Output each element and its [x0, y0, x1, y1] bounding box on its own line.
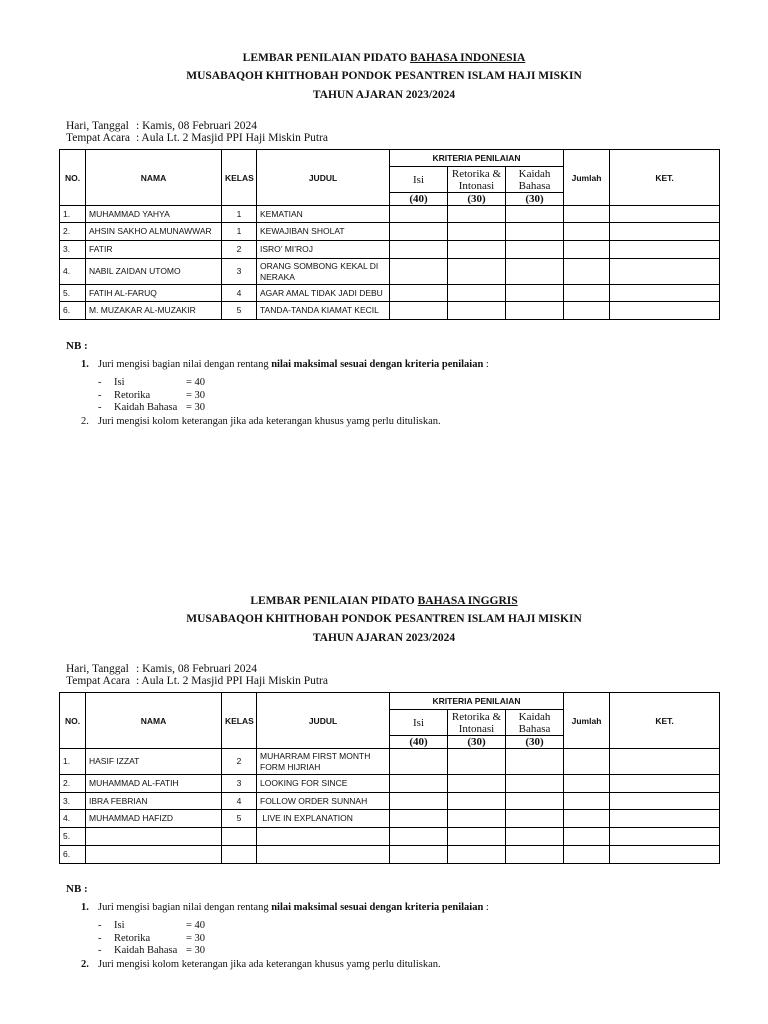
- row-nama: FATIH AL-FARUQ: [86, 285, 222, 302]
- score-retorika-cell[interactable]: [448, 775, 506, 793]
- jumlah-cell[interactable]: [564, 223, 610, 241]
- score-kaidah-cell[interactable]: [506, 241, 564, 259]
- criteria-item: [98, 390, 205, 403]
- row-nama: M. MUZAKAR AL-MUZAKIR: [86, 302, 222, 320]
- row-judul: LIVE IN EXPLANATION: [257, 810, 390, 828]
- criteria-item: [98, 933, 205, 946]
- score-isi-cell[interactable]: [390, 810, 448, 828]
- date-label: Hari, Tanggal: [66, 663, 129, 675]
- score-retorika-cell[interactable]: [448, 749, 506, 775]
- date-label: Hari, Tanggal: [66, 120, 129, 132]
- score-kaidah-cell[interactable]: [506, 285, 564, 302]
- jumlah-cell[interactable]: [564, 241, 610, 259]
- row-kelas: 2: [222, 749, 257, 775]
- title-prefix: LEMBAR PENILAIAN PIDATO: [242, 52, 410, 64]
- sheet-year: TAHUN AJARAN 2023/2024: [312, 632, 456, 644]
- row-nama: MUHAMMAD YAHYA: [86, 206, 222, 223]
- header-kelas: KELAS: [222, 150, 257, 206]
- criteria-value: = 30: [186, 932, 206, 944]
- row-nama: MUHAMMAD HAFIZD: [86, 810, 222, 828]
- sheet-subtitle: MUSABAQOH KHITHOBAH PONDOK PESANTREN ISLAM HAJI MISKIN: [186, 613, 582, 625]
- row-nama: MUHAMMAD AL-FATIH: [86, 775, 222, 793]
- nb-label: NB :: [66, 340, 88, 352]
- criteria-name: Isi: [114, 377, 125, 388]
- row-judul: AGAR AMAL TIDAK JADI DEBU: [257, 285, 390, 302]
- row-judul[interactable]: [257, 828, 390, 846]
- jumlah-cell[interactable]: [564, 775, 610, 793]
- row-judul: TANDA-TANDA KIAMAT KECIL: [257, 302, 390, 320]
- criteria-name: Retorika: [114, 932, 151, 944]
- criteria-value: = 30: [186, 402, 206, 413]
- row-no: 3.: [60, 793, 86, 810]
- header-judul: JUDUL: [257, 150, 390, 206]
- header-ket: KET.: [610, 693, 720, 749]
- row-nama: NABIL ZAIDAN UTOMO: [86, 259, 222, 285]
- header-ket: KET.: [610, 150, 720, 206]
- jumlah-cell[interactable]: [564, 810, 610, 828]
- ket-cell[interactable]: [610, 223, 720, 241]
- score-kaidah-cell[interactable]: [506, 828, 564, 846]
- criteria-name: Isi: [114, 920, 125, 931]
- criteria-value: = 40: [186, 377, 206, 388]
- table-row: [60, 793, 720, 810]
- note-1: [81, 902, 489, 915]
- note-1-number: 1.: [81, 359, 89, 370]
- note-2-number: 2.: [81, 416, 89, 427]
- table-row: [60, 285, 720, 302]
- score-retorika-cell[interactable]: [448, 793, 506, 810]
- criteria-dash: -: [98, 932, 102, 944]
- note-1-emphasis: nilai maksimal sesuai dengan kriteria penilaian: [271, 359, 484, 370]
- table-row: [60, 206, 720, 223]
- score-retorika-cell[interactable]: [448, 285, 506, 302]
- score-retorika-cell[interactable]: [448, 846, 506, 864]
- row-nama: HASIF IZZAT: [86, 749, 222, 775]
- row-no: 4.: [60, 259, 86, 285]
- ket-cell[interactable]: [610, 241, 720, 259]
- criteria-dash: -: [98, 389, 102, 401]
- table-row: [60, 302, 720, 320]
- score-retorika-cell[interactable]: [448, 302, 506, 320]
- score-isi-cell[interactable]: [390, 749, 448, 775]
- score-isi-cell[interactable]: [390, 285, 448, 302]
- criteria-dash: -: [98, 920, 102, 931]
- sheet-subtitle: MUSABAQOH KHITHOBAH PONDOK PESANTREN ISLAM HAJI MISKIN: [186, 70, 582, 82]
- row-judul: ORANG SOMBONG KEKAL DI NERAKA: [257, 259, 390, 285]
- row-no: 2.: [60, 775, 86, 793]
- header-isi-points: (40): [390, 736, 448, 749]
- title-language: BAHASA INGGRIS: [417, 595, 518, 607]
- row-no: 5.: [60, 828, 86, 846]
- ket-cell[interactable]: [610, 793, 720, 810]
- score-kaidah-cell[interactable]: [506, 259, 564, 285]
- score-isi-cell[interactable]: [390, 302, 448, 320]
- row-judul: ISRO’ MI’ROJ: [257, 241, 390, 259]
- jumlah-cell[interactable]: [564, 749, 610, 775]
- date-line: [66, 663, 257, 675]
- table-row: [60, 259, 720, 285]
- note-2-number: 2.: [81, 959, 89, 970]
- row-kelas: 4: [222, 793, 257, 810]
- title-language: BAHASA INDONESIA: [409, 52, 526, 64]
- row-nama: IBRA FEBRIAN: [86, 793, 222, 810]
- row-no: 6.: [60, 846, 86, 864]
- header-nama: NAMA: [86, 693, 222, 749]
- header-kaidah-points: (30): [506, 736, 564, 749]
- header-kriteria: KRITERIA PENILAIAN: [390, 693, 564, 710]
- nb-label: NB :: [66, 883, 88, 895]
- score-kaidah-cell[interactable]: [506, 846, 564, 864]
- header-judul: JUDUL: [257, 693, 390, 749]
- ket-cell[interactable]: [610, 749, 720, 775]
- score-kaidah-cell[interactable]: [506, 749, 564, 775]
- criteria-name: Retorika: [114, 389, 151, 401]
- table-row: [60, 241, 720, 259]
- row-judul: KEMATIAN: [257, 206, 390, 223]
- jumlah-cell[interactable]: [564, 206, 610, 223]
- row-judul: FOLLOW ORDER SUNNAH: [257, 793, 390, 810]
- row-nama[interactable]: [86, 828, 222, 846]
- row-judul[interactable]: [257, 846, 390, 864]
- header-no: NO.: [60, 150, 86, 206]
- note-2: [81, 959, 441, 972]
- score-retorika-cell[interactable]: [448, 206, 506, 223]
- ket-cell[interactable]: [610, 302, 720, 320]
- header-kriteria: KRITERIA PENILAIAN: [390, 150, 564, 167]
- score-table: [59, 692, 720, 864]
- score-retorika-cell[interactable]: [448, 810, 506, 828]
- row-no: 3.: [60, 241, 86, 259]
- note-2: [81, 416, 441, 429]
- note-1-suffix: :: [483, 359, 489, 370]
- row-nama: FATIR: [86, 241, 222, 259]
- score-kaidah-cell[interactable]: [506, 302, 564, 320]
- ket-cell[interactable]: [610, 828, 720, 846]
- jumlah-cell[interactable]: [564, 793, 610, 810]
- row-kelas: 4: [222, 285, 257, 302]
- score-retorika-cell[interactable]: [448, 828, 506, 846]
- header-kaidah: Kaidah Bahasa: [506, 710, 564, 736]
- score-retorika-cell[interactable]: [448, 259, 506, 285]
- criteria-value: = 30: [186, 945, 206, 956]
- date-value: : Kamis, 08 Februari 2024: [136, 663, 258, 675]
- sheet-year: TAHUN AJARAN 2023/2024: [312, 89, 456, 101]
- row-kelas: 5: [222, 302, 257, 320]
- note-1: [81, 359, 489, 372]
- row-no: 2.: [60, 223, 86, 241]
- row-judul: MUHARRAM FIRST MONTH FORM HIJRIAH: [257, 749, 390, 775]
- header-kelas: KELAS: [222, 693, 257, 749]
- jumlah-cell[interactable]: [564, 302, 610, 320]
- row-no: 6.: [60, 302, 86, 320]
- header-kaidah: Kaidah Bahasa: [506, 167, 564, 193]
- criteria-dash: -: [98, 945, 102, 956]
- criteria-item: [98, 402, 205, 415]
- score-isi-cell[interactable]: [390, 793, 448, 810]
- sheet-title: [0, 595, 768, 607]
- score-kaidah-cell[interactable]: [506, 775, 564, 793]
- row-no: 1.: [60, 749, 86, 775]
- header-retorika: Retorika & Intonasi: [448, 710, 506, 736]
- row-nama: AHSIN SAKHO ALMUNAWWAR: [86, 223, 222, 241]
- row-no: 4.: [60, 810, 86, 828]
- header-nama: NAMA: [86, 150, 222, 206]
- table-row: [60, 810, 720, 828]
- criteria-name: Kaidah Bahasa: [114, 402, 178, 413]
- row-kelas: 1: [222, 223, 257, 241]
- jumlah-cell[interactable]: [564, 828, 610, 846]
- venue-value: : Aula Lt. 2 Masjid PPI Haji Miskin Putra: [136, 132, 328, 144]
- note-1-number: 1.: [81, 902, 89, 913]
- note-2-text: Juri mengisi kolom keterangan jika ada keterangan khusus yamg perlu dituliskan.: [98, 416, 441, 427]
- score-kaidah-cell[interactable]: [506, 793, 564, 810]
- row-kelas: 2: [222, 241, 257, 259]
- criteria-name: Kaidah Bahasa: [114, 945, 178, 956]
- score-kaidah-cell[interactable]: [506, 810, 564, 828]
- score-isi-cell[interactable]: [390, 223, 448, 241]
- criteria-list: [98, 920, 205, 958]
- score-isi-cell[interactable]: [390, 828, 448, 846]
- note-2-text: Juri mengisi kolom keterangan jika ada keterangan khusus yamg perlu dituliskan.: [98, 959, 441, 970]
- header-jumlah: Jumlah: [564, 150, 610, 206]
- header-no: NO.: [60, 693, 86, 749]
- ket-cell[interactable]: [610, 810, 720, 828]
- score-isi-cell[interactable]: [390, 775, 448, 793]
- table-row: [60, 846, 720, 864]
- score-kaidah-cell[interactable]: [506, 206, 564, 223]
- venue-value: : Aula Lt. 2 Masjid PPI Haji Miskin Putra: [136, 675, 328, 687]
- criteria-value: = 30: [186, 389, 206, 401]
- header-isi-points: (40): [390, 193, 448, 206]
- score-isi-cell[interactable]: [390, 241, 448, 259]
- header-retorika-points: (30): [448, 193, 506, 206]
- row-no: 1.: [60, 206, 86, 223]
- header-retorika: Retorika & Intonasi: [448, 167, 506, 193]
- score-isi-cell[interactable]: [390, 206, 448, 223]
- date-line: [66, 120, 257, 132]
- ket-cell[interactable]: [610, 259, 720, 285]
- jumlah-cell[interactable]: [564, 259, 610, 285]
- ket-cell[interactable]: [610, 285, 720, 302]
- note-1-emphasis: nilai maksimal sesuai dengan kriteria penilaian: [271, 902, 484, 913]
- score-table: [59, 149, 720, 320]
- ket-cell[interactable]: [610, 846, 720, 864]
- criteria-list: [98, 377, 205, 415]
- header-kaidah-points: (30): [506, 193, 564, 206]
- table-row: [60, 749, 720, 775]
- jumlah-cell[interactable]: [564, 846, 610, 864]
- row-no: 5.: [60, 285, 86, 302]
- row-nama[interactable]: [86, 846, 222, 864]
- table-row: [60, 223, 720, 241]
- row-judul: KEWAJIBAN SHOLAT: [257, 223, 390, 241]
- sheet-title: [0, 52, 768, 64]
- row-kelas: 1: [222, 206, 257, 223]
- score-isi-cell[interactable]: [390, 259, 448, 285]
- table-row: [60, 775, 720, 793]
- score-retorika-cell[interactable]: [448, 223, 506, 241]
- note-1-suffix: :: [483, 902, 489, 913]
- venue-line: [66, 132, 328, 144]
- table-row: [60, 828, 720, 846]
- ket-cell[interactable]: [610, 206, 720, 223]
- row-kelas: 3: [222, 775, 257, 793]
- criteria-item: [98, 377, 205, 390]
- header-isi: Isi: [390, 167, 448, 193]
- venue-label: Tempat Acara: [66, 675, 131, 687]
- header-retorika-points: (30): [448, 736, 506, 749]
- row-kelas[interactable]: [222, 828, 257, 846]
- criteria-item: [98, 945, 205, 958]
- header-isi: Isi: [390, 710, 448, 736]
- ket-cell[interactable]: [610, 775, 720, 793]
- row-kelas: 3: [222, 259, 257, 285]
- venue-label: Tempat Acara: [66, 132, 131, 144]
- score-isi-cell[interactable]: [390, 846, 448, 864]
- criteria-dash: -: [98, 377, 102, 388]
- title-prefix: LEMBAR PENILAIAN PIDATO: [250, 595, 418, 607]
- score-kaidah-cell[interactable]: [506, 223, 564, 241]
- row-kelas[interactable]: [222, 846, 257, 864]
- score-retorika-cell[interactable]: [448, 241, 506, 259]
- note-1-text: Juri mengisi bagian nilai dengan rentang: [98, 359, 272, 370]
- criteria-value: = 40: [186, 920, 206, 931]
- criteria-item: [98, 920, 205, 933]
- date-value: : Kamis, 08 Februari 2024: [136, 120, 258, 132]
- row-judul: LOOKING FOR SINCE: [257, 775, 390, 793]
- jumlah-cell[interactable]: [564, 285, 610, 302]
- note-1-text: Juri mengisi bagian nilai dengan rentang: [98, 902, 272, 913]
- venue-line: [66, 675, 328, 687]
- header-jumlah: Jumlah: [564, 693, 610, 749]
- criteria-dash: -: [98, 402, 102, 413]
- row-kelas: 5: [222, 810, 257, 828]
